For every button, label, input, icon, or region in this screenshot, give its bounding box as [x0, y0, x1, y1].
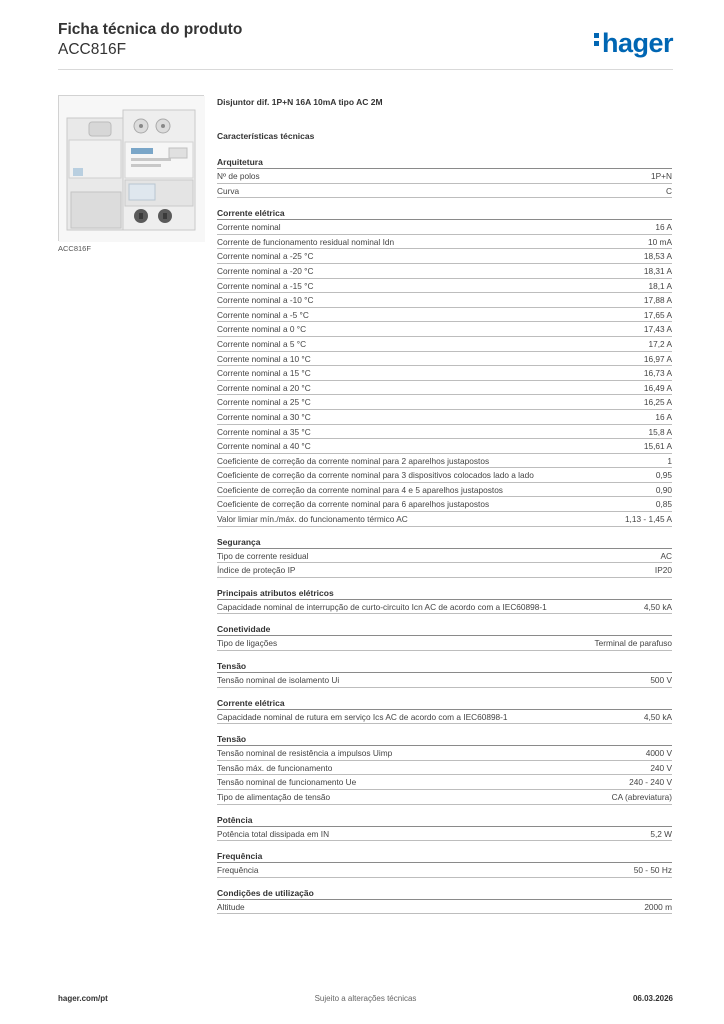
spec-row [217, 900, 672, 915]
section-title: Condições de utilização [217, 887, 672, 900]
spec-row [217, 322, 672, 337]
spec-label: Corrente nominal a 20 °C [217, 382, 311, 393]
spec-row [217, 454, 672, 469]
spec-label: Altitude [217, 901, 245, 912]
spec-row [217, 775, 672, 790]
spec-label: Corrente nominal a 25 °C [217, 397, 311, 408]
spec-value: 1 [667, 455, 672, 466]
spec-label: Corrente nominal a -5 °C [217, 309, 309, 320]
spec-value: 240 V [650, 762, 672, 773]
spec-row [217, 395, 672, 410]
spec-label: Corrente nominal a -10 °C [217, 295, 314, 306]
spec-value: 5,2 W [650, 828, 672, 839]
spec-row [217, 439, 672, 454]
spec-label: Corrente nominal a 5 °C [217, 338, 307, 349]
spec-value: 1,13 - 1,45 A [624, 514, 672, 525]
section-title: Tensão [217, 733, 672, 746]
spec-value: 50 - 50 Hz [633, 865, 672, 876]
spec-row [217, 352, 672, 367]
spec-value: 18,31 A [643, 265, 672, 276]
spec-row [217, 249, 672, 264]
spec-row [217, 293, 672, 308]
image-caption: ACC816F [58, 244, 91, 253]
spec-row [217, 220, 672, 235]
spec-label: Tipo de ligações [217, 638, 278, 649]
spec-label: Capacidade nominal de interrupção de curto-circuito Icn AC de acordo com a IEC60898-1 [217, 601, 547, 612]
section-title: Tensão [217, 660, 672, 673]
circuit-breaker-image [59, 96, 205, 242]
spec-section [217, 887, 672, 915]
spec-row [217, 264, 672, 279]
spec-value: 4,50 kA [643, 601, 672, 612]
spec-label: Tipo de corrente residual [217, 550, 309, 561]
spec-row [217, 366, 672, 381]
spec-label: Valor limiar mín./máx. do funcionamento térmico AC [217, 514, 408, 525]
spec-row [217, 563, 672, 578]
spec-row [217, 863, 672, 878]
spec-value: 15,8 A [648, 426, 672, 437]
footer-date: 06.03.2026 [632, 994, 673, 1003]
spec-row [217, 279, 672, 294]
product-reference: ACC816F [58, 41, 127, 58]
product-image [58, 95, 204, 241]
page-header [58, 20, 673, 70]
technical-characteristics-heading: Características técnicas [217, 131, 315, 141]
spec-row [217, 381, 672, 396]
spec-section [217, 850, 672, 878]
spec-row [217, 184, 672, 199]
spec-label: Tensão nominal de funcionamento Ue [217, 777, 357, 788]
spec-label: Corrente nominal a 30 °C [217, 411, 311, 422]
spec-row [217, 761, 672, 776]
spec-value: 17,88 A [643, 295, 672, 306]
logo-text: hager [601, 28, 673, 58]
spec-value: 16 A [655, 222, 672, 233]
spec-value: 240 - 240 V [629, 777, 672, 788]
spec-label: Corrente nominal a -15 °C [217, 280, 314, 291]
spec-section [217, 156, 672, 198]
spec-value: 2000 m [644, 901, 672, 912]
spec-section [217, 587, 672, 615]
section-title: Frequência [217, 850, 672, 863]
section-title: Arquitetura [217, 156, 672, 169]
spec-value: AC [660, 550, 672, 561]
spec-row [217, 468, 672, 483]
spec-row [217, 746, 672, 761]
spec-row [217, 337, 672, 352]
spec-value: 4000 V [645, 748, 672, 759]
document-title: Ficha técnica do produto [58, 21, 243, 38]
spec-value: 16,25 A [643, 397, 672, 408]
spec-value: 10 mA [648, 236, 672, 247]
section-title: Corrente elétrica [217, 207, 672, 220]
spec-value: 4,50 kA [643, 711, 672, 722]
spec-value: 16,49 A [643, 382, 672, 393]
spec-value: 16,73 A [643, 368, 672, 379]
spec-sections [217, 156, 672, 914]
spec-label: Coeficiente de correção da corrente nominal para 4 e 5 aparelhos justapostos [217, 484, 503, 495]
spec-label: Corrente nominal a 0 °C [217, 324, 307, 335]
logo-dots-icon [594, 28, 600, 50]
spec-label: Índice de proteção IP [217, 565, 296, 576]
spec-label: Corrente nominal a -20 °C [217, 265, 314, 276]
spec-value: 0,95 [655, 470, 672, 481]
spec-label: Corrente nominal [217, 222, 281, 233]
spec-label: Corrente nominal a -25 °C [217, 251, 314, 262]
spec-section [217, 536, 672, 578]
spec-row [217, 483, 672, 498]
spec-row [217, 308, 672, 323]
spec-row [217, 673, 672, 688]
spec-value: 0,85 [655, 499, 672, 510]
spec-value: 16,97 A [643, 353, 672, 364]
section-title: Corrente elétrica [217, 697, 672, 710]
spec-label: Coeficiente de correção da corrente nominal para 6 aparelhos justapostos [217, 499, 490, 510]
spec-value: 17,65 A [643, 309, 672, 320]
product-name: Disjuntor dif. 1P+N 16A 10mA tipo AC 2M [217, 97, 383, 107]
spec-label: Tipo de alimentação de tensão [217, 792, 331, 802]
spec-label: Coeficiente de correção da corrente nominal para 3 dispositivos colocados lado a lado [217, 470, 534, 481]
spec-value: Terminal de parafuso [594, 638, 672, 649]
spec-section [217, 660, 672, 688]
spec-value: 500 V [650, 675, 672, 686]
spec-value: 18,1 A [648, 280, 672, 291]
spec-value: 16 A [655, 411, 672, 422]
spec-row [217, 790, 672, 805]
spec-row [217, 235, 672, 250]
spec-section [217, 697, 672, 725]
section-title: Conetividade [217, 623, 672, 636]
spec-row [217, 425, 672, 440]
spec-value: CA (abreviatura) [611, 792, 672, 802]
footer-note: Sujeito a alterações técnicas [314, 994, 417, 1003]
section-title: Potência [217, 814, 672, 827]
spec-section [217, 207, 672, 526]
spec-row [217, 827, 672, 842]
spec-value: C [666, 185, 672, 196]
spec-label: Corrente de funcionamento residual nominal Idn [217, 236, 395, 247]
spec-value: 18,53 A [643, 251, 672, 262]
spec-label: Frequência [217, 865, 259, 876]
spec-section [217, 733, 672, 804]
spec-value: 17,43 A [643, 324, 672, 335]
spec-label: Potência total dissipada em IN [217, 828, 330, 839]
spec-value: 0,90 [655, 484, 672, 495]
spec-row [217, 549, 672, 564]
spec-value: IP20 [654, 565, 672, 576]
spec-row [217, 512, 672, 527]
spec-content [217, 96, 672, 923]
section-title: Principais atributos elétricos [217, 587, 672, 600]
spec-label: Coeficiente de correção da corrente nominal para 2 aparelhos justapostos [217, 455, 490, 466]
spec-value: 1P+N [651, 171, 672, 181]
spec-row [217, 600, 672, 615]
spec-row [217, 169, 672, 184]
spec-row [217, 636, 672, 651]
spec-label: Corrente nominal a 10 °C [217, 353, 311, 364]
spec-value: 15,61 A [643, 441, 672, 452]
spec-label: Tensão nominal de resistência a impulsos Uimp [217, 748, 393, 759]
spec-row [217, 410, 672, 425]
spec-label: Corrente nominal a 40 °C [217, 441, 311, 452]
spec-label: Corrente nominal a 35 °C [217, 426, 311, 437]
spec-section [217, 814, 672, 842]
spec-label: Nº de polos [217, 171, 260, 181]
footer-website: hager.com/pt [58, 994, 108, 1003]
spec-label: Corrente nominal a 15 °C [217, 368, 311, 379]
spec-label: Tensão nominal de isolamento Ui [217, 675, 340, 686]
spec-label: Curva [217, 185, 240, 196]
spec-row [217, 497, 672, 512]
spec-label: Capacidade nominal de rutura em serviço Ics AC de acordo com a IEC60898-1 [217, 711, 508, 722]
spec-value: 17,2 A [648, 338, 672, 349]
section-title: Segurança [217, 536, 672, 549]
spec-row [217, 710, 672, 725]
spec-section [217, 623, 672, 651]
hager-logo [594, 28, 673, 58]
spec-label: Tensão máx. de funcionamento [217, 762, 333, 773]
